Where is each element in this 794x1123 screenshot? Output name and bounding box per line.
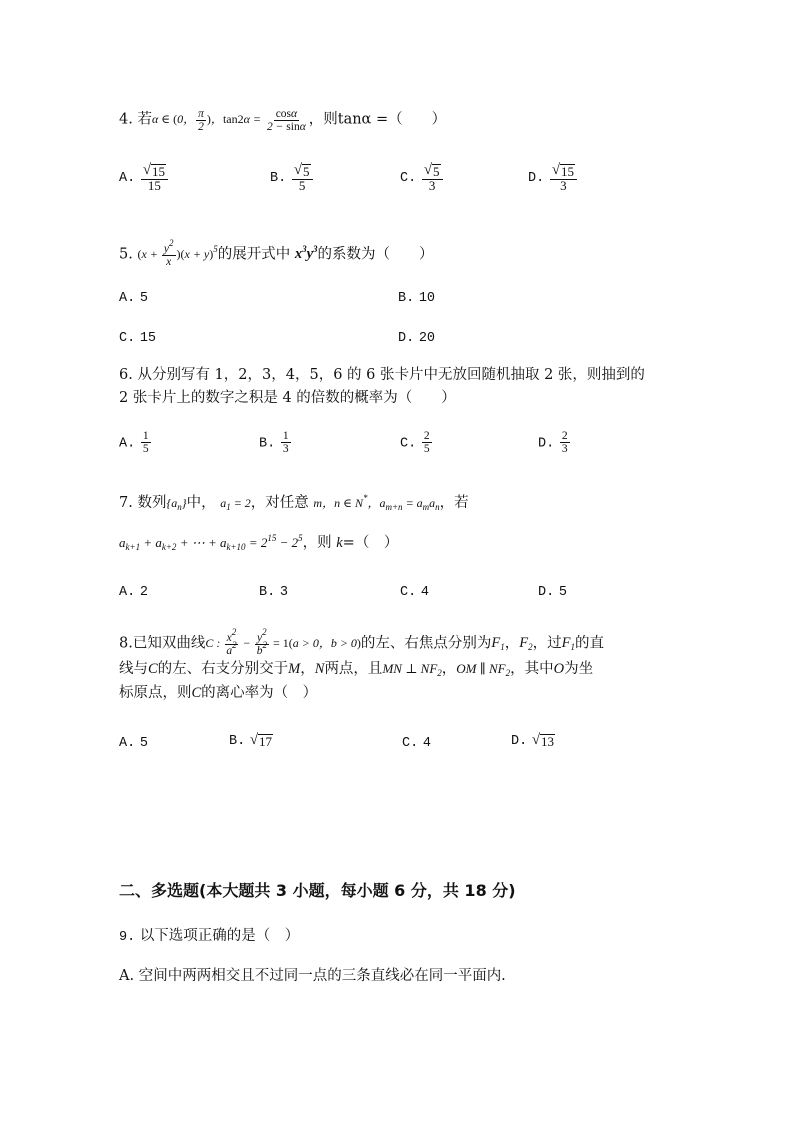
q5-option-d: D. 20 bbox=[398, 331, 436, 346]
q5-expression-math: (x + $\frac{y^2}{x}$ )$(x + y)^5$ bbox=[137, 238, 218, 268]
q5-term-math: $x^3y^3$ bbox=[294, 244, 318, 263]
q4-condition-math: α ∈ (0， $\frac{\pi}{2}$ )，tan2α = $\frac{\cos\alpha}{2 - \sin\alpha}$ bbox=[151, 108, 306, 133]
question-9: 9. 以下选项正确的是（ ） bbox=[119, 928, 300, 945]
q4-option-b: B. √ 5 5 bbox=[270, 162, 314, 192]
question-4: 4. 若α ∈ (0， $\frac{\pi}{2}$ )，tan2α = $\frac{\cos\alpha}{2 - \sin\alpha}$ ，则tanα =（ ） bbox=[119, 108, 447, 133]
q5-option-a: A. 5 bbox=[119, 291, 148, 306]
q7-option-d: D. 5 bbox=[538, 585, 567, 600]
section-heading-multiple-choice: 二、多选题(本大题共 3 小题，每小题 6 分，共 18 分) bbox=[119, 881, 516, 900]
q7-k-math: k bbox=[336, 535, 343, 551]
q7-option-c: C. 4 bbox=[400, 585, 429, 600]
question-6-line-2: 2 张卡片上的数字之积是 4 的倍数的概率为（ ） bbox=[119, 390, 456, 406]
q8-option-b: B. √ 17 bbox=[229, 732, 273, 749]
q4-option-d: D. √ 15 3 bbox=[528, 162, 578, 192]
q8-perp-math: MN ⊥ $NF_2$ bbox=[382, 661, 442, 678]
q7-initial-math: $a_1 = 2$ bbox=[220, 496, 251, 512]
q7-option-a: A. 2 bbox=[119, 585, 148, 600]
q5-option-c: C. 15 bbox=[119, 331, 157, 346]
q4-option-a: A. √ 15 15 bbox=[119, 162, 169, 192]
q9-option-a: A. 空间中两两相交且不过同一点的三条直线必在同一平面内. bbox=[119, 968, 506, 984]
q7-sum-math: $a_{k+1} + a_{k+2}$ + ⋯ + $a_{k+10} = 2^{15} - 2^5$ bbox=[119, 533, 303, 552]
q8-hyperbola-math: C : $\frac{x^2}{a^2}$ − $\frac{y^2}{b^2}$ = 1(a > 0，b > 0) bbox=[205, 627, 361, 657]
q5-option-b: B. 10 bbox=[398, 291, 436, 306]
question-8-line-3: 标原点，则C的离心率为（ ） bbox=[119, 685, 318, 701]
question-6-line-1: 6. 从分别写有 1，2，3，4，5，6 的 6 张卡片中无放回随机抽取 2 张，则抽到的 bbox=[119, 367, 645, 383]
question-8-line-1: 8.已知双曲线C : $\frac{x^2}{a^2}$ − $\frac{y^2}{b^2}$ = 1(a > 0，b > 0)的左、右焦点分别为$F_1$，$F_2$，过$F_1$的直 bbox=[119, 627, 604, 657]
q8-option-d: D. √ 13 bbox=[511, 732, 555, 749]
question-5: 5. (x + $\frac{y^2}{x}$ )$(x + y)^5$的展开式中 $x^3y^3$的系数为（ ） bbox=[119, 238, 434, 268]
q8-option-a: A. 5 bbox=[119, 736, 148, 751]
q8-f1b-math: $F_1$ bbox=[561, 635, 575, 653]
question-7-line-2: $a_{k+1} + a_{k+2}$ + ⋯ + $a_{k+10} = 2^{15} - 2^5$，则 k=（ ） bbox=[119, 533, 399, 552]
q8-f2-math: $F_2$ bbox=[519, 635, 533, 653]
question-7-line-1: 7. 数列$\{a_n\}$中， $a_1 = 2$，对任意 m，n ∈ N*，$a_{m+n} = a_ma_n$，若 bbox=[119, 493, 469, 512]
q6-option-c: C. $\frac{2}{5}$ bbox=[400, 430, 430, 455]
q6-option-a: A. $\frac{1}{5}$ bbox=[119, 430, 149, 455]
question-8-line-2: 线与C的左、右支分别交于M，N两点，且MN ⊥ $NF_2$，OM ∥ $NF_2$，其中O为坐 bbox=[119, 661, 594, 678]
q6-option-b: B. $\frac{1}{3}$ bbox=[259, 430, 289, 455]
q7-sequence-math: $\{a_n\}$ bbox=[166, 496, 187, 512]
q4-option-c: C. √ 5 3 bbox=[400, 162, 444, 192]
q8-parallel-math: OM ∥ $NF_2$ bbox=[456, 661, 511, 678]
q8-option-c: C. 4 bbox=[402, 736, 431, 751]
q7-rule-math: m，n ∈ N*，$a_{m+n} = a_ma_n$ bbox=[313, 493, 440, 512]
q6-option-d: D. $\frac{2}{3}$ bbox=[538, 430, 568, 455]
q7-option-b: B. 3 bbox=[259, 585, 288, 600]
q8-f1-math: $F_1$ bbox=[491, 635, 505, 653]
